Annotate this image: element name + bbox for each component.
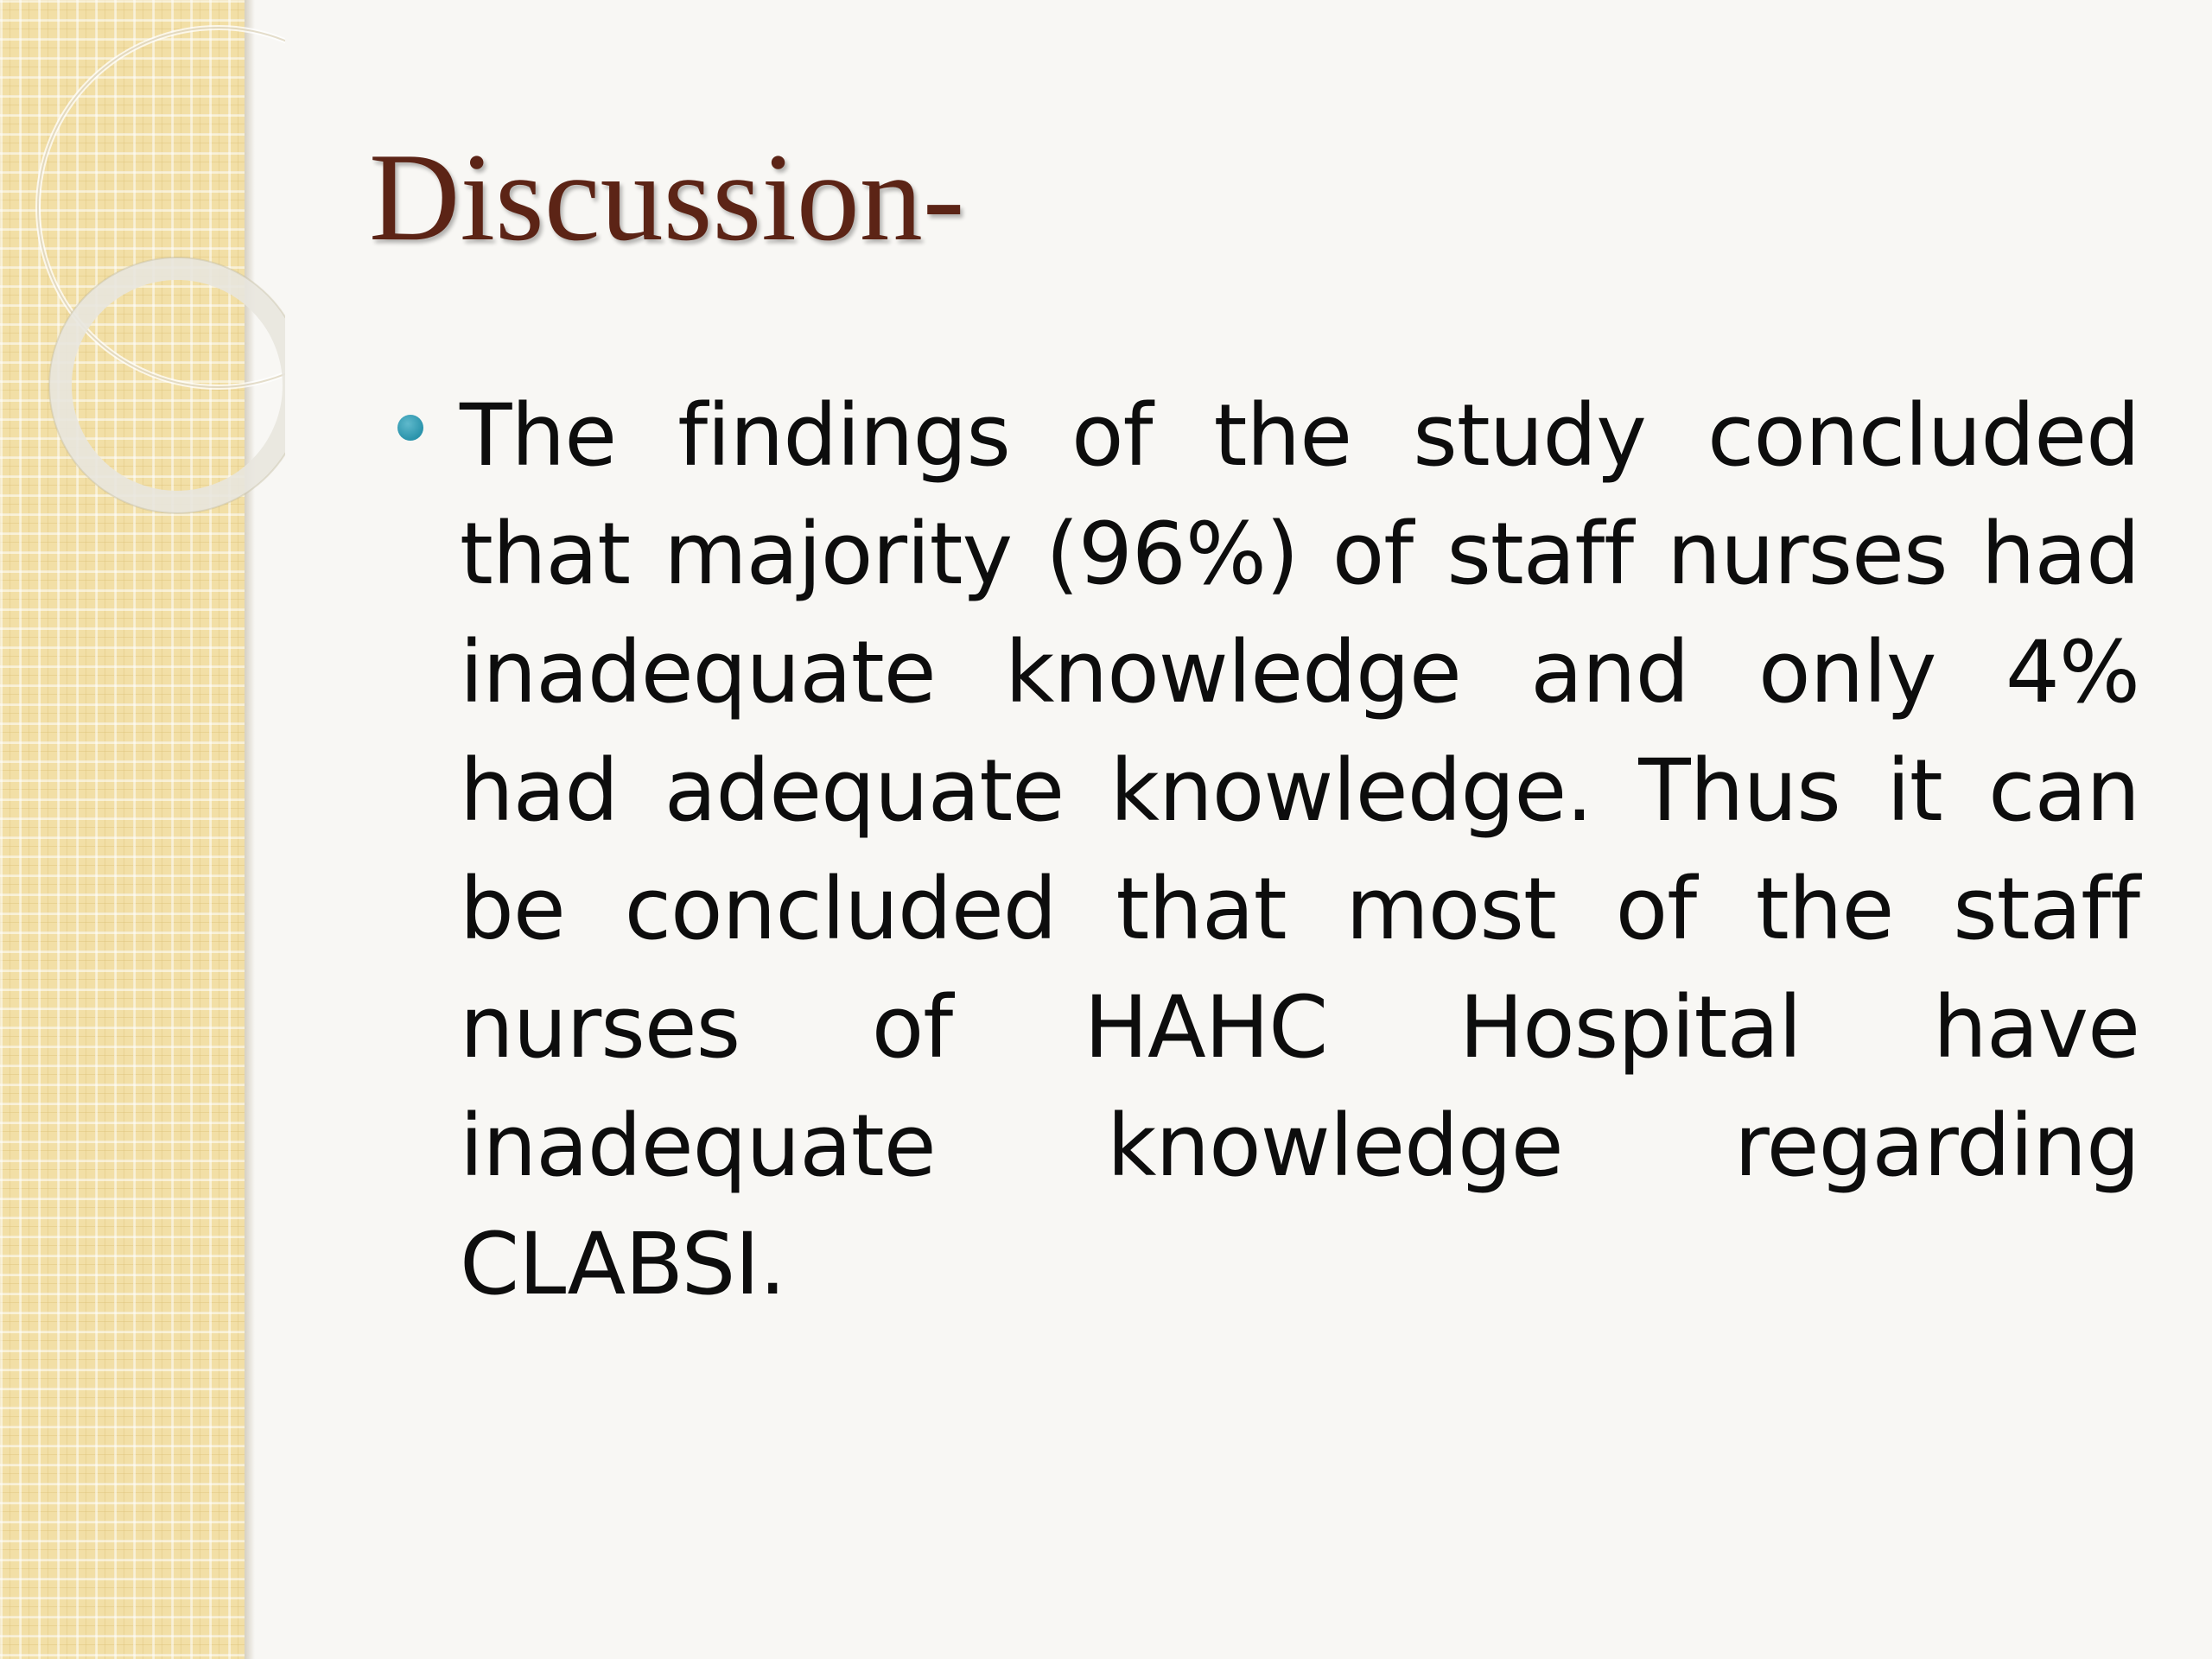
bullet-item (397, 377, 2139, 1324)
slide-title: Discussion- (369, 127, 965, 267)
bullet-dot-icon (397, 415, 423, 441)
bullet-text: The findings of the study concluded that majority (96%) of staff nurses had inadequate knowledge and only 4% had adequate knowledge. Thus it can be concluded that most of the staff nurses of HAHC Hospital have inadequate knowledge regarding CLABSI. (460, 386, 2139, 1314)
bullet-list (397, 377, 2139, 1324)
decorative-circles (0, 0, 285, 605)
